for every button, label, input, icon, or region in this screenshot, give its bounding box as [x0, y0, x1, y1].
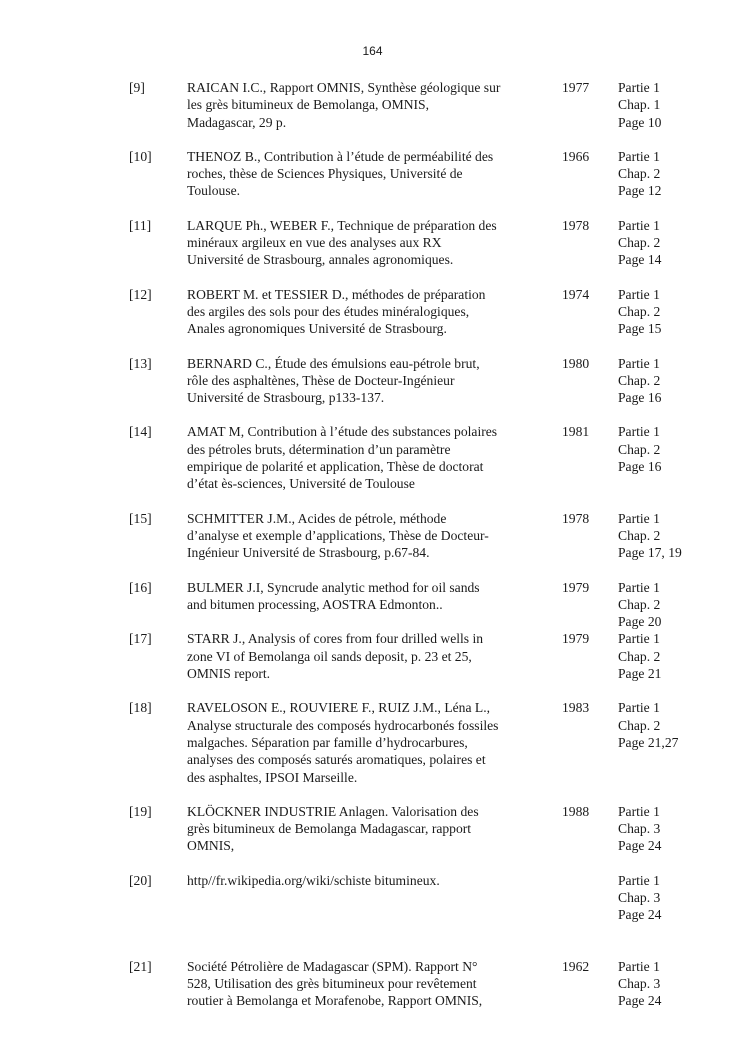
reference-text-line: des pétroles bruts, détermination d’un paramètre	[187, 441, 451, 457]
reference-text-line: Université de Strasbourg, annales agronomiques.	[187, 252, 454, 268]
reference-location-line: Page 24	[618, 838, 662, 854]
reference-number: [9]	[129, 80, 145, 95]
reference-entry	[0, 579, 745, 631]
reference-list	[0, 79, 745, 1026]
reference-text-line: routier à Bemolanga et Morafenobe, Rapport OMNIS,	[187, 993, 483, 1009]
reference-location	[618, 79, 661, 131]
reference-number: [11]	[129, 217, 152, 233]
reference-location	[618, 872, 661, 924]
reference-number: [19]	[129, 803, 152, 819]
reference-text-line: des asphaltes, IPSOI Marseille.	[187, 769, 358, 785]
reference-location-line: Partie 1	[618, 148, 660, 164]
reference-year: 1974	[562, 286, 590, 302]
reference-text-line: BULMER J.I, Syncrude analytic method for oil sands	[187, 579, 480, 595]
reference-location-line: Page 15	[618, 321, 662, 337]
reference-text-line: 528, Utilisation des grès bitumineux pour revêtement	[187, 975, 477, 991]
reference-year: 1980	[562, 355, 590, 371]
reference-text	[187, 510, 537, 562]
reference-text-line: les grès bitumineux de Bemolanga, OMNIS,	[187, 97, 430, 113]
reference-year: 1981	[562, 424, 590, 440]
reference-location	[618, 148, 661, 200]
reference-year: 1979	[562, 579, 590, 595]
reference-text	[187, 286, 537, 338]
reference-entry	[0, 872, 745, 924]
reference-location-line: Chap. 2	[618, 166, 661, 182]
reference-text	[187, 355, 537, 407]
reference-text-line: ROBERT M. et TESSIER D., méthodes de préparation	[187, 286, 486, 302]
reference-location-line: Page 14	[618, 252, 662, 268]
reference-year: 1983	[562, 700, 590, 716]
reference-text-line: KLÖCKNER INDUSTRIE Anlagen. Valorisation des	[187, 803, 479, 819]
reference-entry	[0, 286, 745, 338]
reference-number: [14]	[129, 424, 152, 440]
reference-text-line: Anales agronomiques Université de Strasbourg.	[187, 321, 447, 337]
reference-text-line: Université de Strasbourg, p133-137.	[187, 390, 385, 406]
reference-entry	[0, 510, 745, 562]
reference-text	[187, 699, 537, 785]
reference-location-line: Chap. 2	[618, 303, 661, 319]
reference-location	[618, 699, 678, 751]
reference-location	[618, 355, 661, 407]
reference-text-line: BERNARD C., Étude des émulsions eau-pétrole brut,	[187, 355, 480, 371]
reference-text-line: zone VI of Bemolanga oil sands deposit, p. 23 et 25,	[187, 648, 472, 664]
reference-text-line: grès bitumineux de Bemolanga Madagascar, rapport	[187, 821, 472, 837]
reference-location-line: Page 10	[618, 114, 662, 130]
reference-text-line: rôle des asphaltènes, Thèse de Docteur-Ingénieur	[187, 372, 455, 388]
reference-number: [10]	[129, 148, 152, 164]
reference-entry	[0, 217, 745, 269]
reference-entry	[0, 803, 745, 855]
reference-entry	[0, 355, 745, 407]
reference-text-line: d’analyse et exemple d’applications, Thèse de Docteur-	[187, 527, 489, 543]
reference-number: [13]	[129, 355, 152, 371]
reference-text	[187, 579, 537, 614]
reference-text-line: roches, thèse de Sciences Physiques, Université de	[187, 166, 463, 182]
reference-text	[187, 217, 537, 269]
reference-number: [12]	[129, 286, 152, 302]
reference-year: 1979	[562, 631, 590, 647]
reference-location-line: Chap. 2	[618, 372, 661, 388]
reference-location-line: Chap. 1	[618, 97, 661, 113]
reference-year: 1966	[562, 148, 590, 164]
reference-text-line: THENOZ B., Contribution à l’étude de perméabilité des	[187, 148, 494, 164]
reference-year: 1978	[562, 510, 590, 526]
reference-text	[187, 79, 537, 131]
reference-location-line: Chap. 2	[618, 717, 661, 733]
reference-location-line: Partie 1	[618, 872, 660, 888]
reference-number: [15]	[129, 510, 152, 526]
reference-text-line: AMAT M, Contribution à l’étude des substances polaires	[187, 424, 498, 440]
reference-location-line: Partie 1	[618, 700, 660, 716]
reference-location	[618, 630, 661, 682]
reference-location-line: Partie 1	[618, 80, 660, 95]
reference-location-line: Chap. 2	[618, 527, 661, 543]
reference-entry	[0, 79, 745, 131]
page-number: 164	[362, 44, 383, 58]
reference-text	[187, 958, 537, 1010]
reference-location	[618, 423, 661, 475]
reference-text-line: OMNIS report.	[187, 666, 271, 682]
reference-text-line: Ingénieur Université de Strasbourg, p.67-84.	[187, 545, 430, 561]
reference-location-line: Partie 1	[618, 286, 660, 302]
reference-text-line: d’état ès-sciences, Université de Toulouse	[187, 476, 415, 492]
reference-location-line: Partie 1	[618, 958, 660, 974]
reference-text-line: empirique de polarité et application, Thèse de doctorat	[187, 459, 484, 475]
reference-location	[618, 286, 661, 338]
reference-location	[618, 803, 661, 855]
reference-location-line: Page 20	[618, 614, 662, 630]
reference-location-line: Partie 1	[618, 355, 660, 371]
reference-year: 1977	[562, 80, 590, 95]
reference-text-line: Société Pétrolière de Madagascar (SPM). Rapport N°	[187, 958, 478, 974]
reference-text-line: STARR J., Analysis of cores from four drilled wells in	[187, 631, 484, 647]
reference-location-line: Chap. 2	[618, 596, 661, 612]
reference-location-line: Page 24	[618, 993, 662, 1009]
reference-number: [17]	[129, 631, 152, 647]
reference-text	[187, 630, 537, 682]
reference-text-line: OMNIS,	[187, 838, 235, 854]
reference-text-line: des argiles des sols pour des études minéralogiques,	[187, 303, 470, 319]
reference-location-line: Page 21,27	[618, 734, 679, 750]
reference-location-line: Partie 1	[618, 424, 660, 440]
reference-location-line: Partie 1	[618, 803, 660, 819]
reference-text-line: SCHMITTER J.M., Acides de pétrole, méthode	[187, 510, 447, 526]
reference-location-line: Page 16	[618, 390, 662, 406]
reference-year: 1988	[562, 803, 590, 819]
reference-location	[618, 579, 661, 631]
reference-text	[187, 803, 537, 855]
reference-number: [16]	[129, 579, 152, 595]
reference-number: [18]	[129, 700, 152, 716]
reference-text-line: malgaches. Séparation par famille d’hydrocarbures,	[187, 734, 468, 750]
reference-text-line: RAICAN I.C., Rapport OMNIS, Synthèse géologique sur	[187, 80, 501, 95]
reference-text	[187, 872, 537, 889]
reference-location-line: Chap. 3	[618, 821, 661, 837]
reference-location-line: Chap. 2	[618, 648, 661, 664]
reference-location-line: Partie 1	[618, 217, 660, 233]
reference-year: 1978	[562, 217, 590, 233]
reference-text-line: http//fr.wikipedia.org/wiki/schiste bitumineux.	[187, 872, 440, 888]
reference-location-line: Page 12	[618, 183, 662, 199]
reference-location	[618, 510, 682, 562]
reference-entry	[0, 630, 745, 682]
reference-location	[618, 217, 661, 269]
reference-text-line: Analyse structurale des composés hydrocarbonés fossiles	[187, 717, 499, 733]
reference-number: [20]	[129, 872, 152, 888]
reference-location-line: Page 16	[618, 459, 662, 475]
reference-entry	[0, 958, 745, 1010]
reference-location-line: Page 24	[618, 907, 662, 923]
reference-text-line: analyses des composés saturés aromatiques, polaires et	[187, 752, 486, 768]
reference-location-line: Chap. 2	[618, 235, 661, 251]
reference-text-line: Madagascar, 29 p.	[187, 114, 287, 130]
reference-text-line: RAVELOSON E., ROUVIERE F., RUIZ J.M., Léna L.,	[187, 700, 490, 716]
reference-location	[618, 958, 661, 1010]
reference-location-line: Chap. 3	[618, 890, 661, 905]
reference-text-line: minéraux argileux en vue des analyses aux RX	[187, 235, 442, 251]
reference-location-line: Partie 1	[618, 631, 660, 647]
reference-location-line: Chap. 3	[618, 975, 661, 991]
reference-number: [21]	[129, 958, 152, 974]
reference-location-line: Partie 1	[618, 510, 660, 526]
reference-text-line: and bitumen processing, AOSTRA Edmonton..	[187, 596, 443, 612]
reference-year: 1962	[562, 958, 590, 974]
reference-text	[187, 148, 537, 200]
reference-location-line: Chap. 2	[618, 441, 661, 457]
reference-location-line: Page 17, 19	[618, 545, 682, 561]
reference-text-line: LARQUE Ph., WEBER F., Technique de préparation des	[187, 217, 497, 233]
reference-text	[187, 423, 537, 492]
reference-entry	[0, 699, 745, 786]
reference-entry	[0, 423, 745, 492]
reference-location-line: Page 21	[618, 666, 662, 682]
reference-location-line: Partie 1	[618, 579, 660, 595]
reference-entry	[0, 148, 745, 200]
reference-text-line: Toulouse.	[187, 183, 241, 199]
